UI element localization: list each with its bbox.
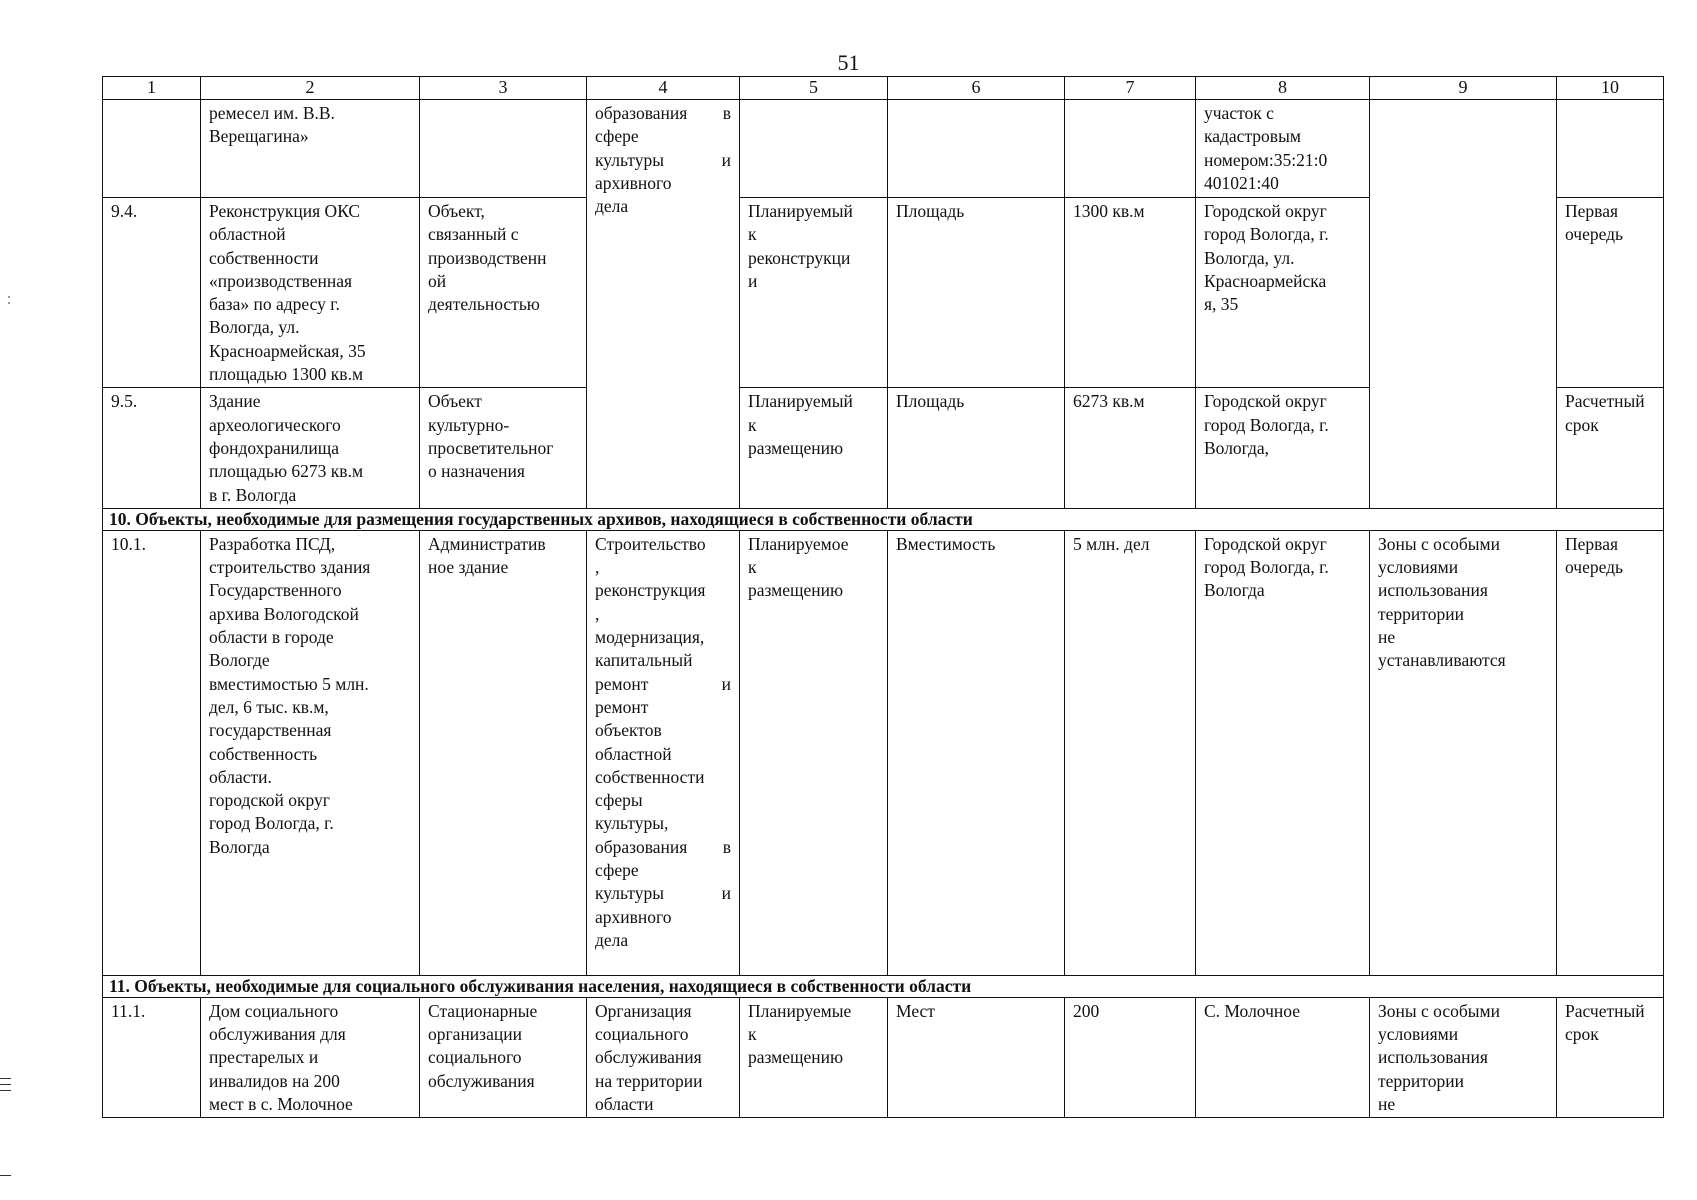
object-name-cell: Здание археологического фондохранилища площадью 6273 кв.м в г. Вологда	[201, 388, 420, 508]
zones-cell: Зоны с особыми условиями использования территории не устанавливаются	[1370, 530, 1557, 975]
column-number: 1	[103, 77, 201, 100]
margin-mark	[0, 1175, 11, 1176]
purpose-line: модернизация,	[595, 627, 705, 648]
purpose-line: капитальный	[595, 650, 693, 671]
location-cell: участок с кадастровым номером:35:21:0 401021:40	[1196, 100, 1370, 198]
location-cell: Городской округ город Вологда, г. Вологда, ул. Красноармейска я, 35	[1196, 198, 1370, 388]
purpose-line: ,	[595, 603, 600, 624]
value-cell: 5 млн. дел	[1065, 530, 1196, 975]
table-row-continuation	[103, 100, 1664, 198]
object-type-cell	[420, 100, 587, 198]
row-number-cell: 11.1.	[103, 997, 201, 1117]
value-cell	[1065, 100, 1196, 198]
object-name-cell: Дом социального обслуживания для престарелых и инвалидов на 200 мест в с. Молочное	[201, 997, 420, 1117]
status-cell: Планируемый к размещению	[740, 388, 888, 508]
table-row-11-1	[103, 997, 1664, 1117]
column-number: 7	[1065, 77, 1196, 100]
column-number: 10	[1557, 77, 1664, 100]
purpose-line: собственности	[595, 766, 705, 787]
object-name-cell: ремесел им. В.В. Верещагина»	[201, 100, 420, 198]
purpose-line: культуры и	[595, 883, 731, 904]
purpose-line: реконструкция	[595, 580, 706, 601]
stage-cell: Первая очередь	[1557, 530, 1664, 975]
object-type-cell: Объект, связанный с производственн ой деятельностью	[420, 198, 587, 388]
purpose-line: объектов	[595, 720, 662, 741]
page-number: 51	[837, 50, 860, 75]
purpose-line: дела	[595, 929, 629, 950]
purpose-line: ремонт и	[595, 673, 731, 694]
zones-cell: Зоны с особыми условиями использования территории не	[1370, 997, 1557, 1117]
row-number-cell: 10.1.	[103, 530, 201, 975]
purpose-line: сфере	[595, 126, 639, 147]
status-cell	[740, 100, 888, 198]
column-number: 2	[201, 77, 420, 100]
purpose-line: образования в	[595, 103, 731, 123]
object-purpose-cell: Организация социального обслуживания на территории области	[587, 997, 740, 1117]
margin-mark	[0, 1078, 11, 1079]
purpose-line: сферы	[595, 790, 643, 811]
object-purpose-cell	[587, 530, 740, 975]
column-number-row	[103, 77, 1664, 100]
column-number: 9	[1370, 77, 1557, 100]
characteristic-cell: Вместимость	[888, 530, 1065, 975]
object-type-cell: Административ ное здание	[420, 530, 587, 975]
characteristic-cell: Площадь	[888, 198, 1065, 388]
status-cell: Планируемые к размещению	[740, 997, 888, 1117]
row-number-cell: 9.4.	[103, 198, 201, 388]
value-cell: 200	[1065, 997, 1196, 1117]
location-cell: Городской округ город Вологда, г. Вологда	[1196, 530, 1370, 975]
location-cell: Городской округ город Вологда, г. Вологда,	[1196, 388, 1370, 508]
margin-mark	[0, 1090, 11, 1091]
scan-speck	[8, 302, 10, 304]
object-type-cell: Объект культурно- просветительног о назначения	[420, 388, 587, 508]
object-purpose-cell	[587, 100, 740, 509]
purpose-line: образования в	[595, 836, 731, 857]
purpose-line: ,	[595, 557, 600, 578]
section-heading-row	[103, 975, 1664, 997]
purpose-line: Строительство	[595, 533, 706, 554]
value-cell: 6273 кв.м	[1065, 388, 1196, 508]
row-number-cell	[103, 100, 201, 198]
status-cell: Планируемый к реконструкци и	[740, 198, 888, 388]
location-cell: С. Молочное	[1196, 997, 1370, 1117]
purpose-line: сфере	[595, 860, 639, 881]
object-type-cell: Стационарные организации социального обслуживания	[420, 997, 587, 1117]
purpose-line: культуры и	[595, 149, 731, 170]
column-number: 5	[740, 77, 888, 100]
value-cell: 1300 кв.м	[1065, 198, 1196, 388]
objects-table	[102, 76, 1664, 1118]
status-cell: Планируемое к размещению	[740, 530, 888, 975]
column-number: 6	[888, 77, 1065, 100]
object-name-cell: Реконструкция ОКС областной собственности «производственная база» по адресу г. Вологда, ул. Красноармейская, 35 площадью 1300 кв.м	[201, 198, 420, 388]
characteristic-cell: Площадь	[888, 388, 1065, 508]
stage-cell: Расчетный срок	[1557, 997, 1664, 1117]
column-number: 4	[587, 77, 740, 100]
characteristic-cell	[888, 100, 1065, 198]
column-number: 3	[420, 77, 587, 100]
row-number-cell: 9.5.	[103, 388, 201, 508]
stage-cell: Первая очередь	[1557, 198, 1664, 388]
object-name-cell: Разработка ПСД, строительство здания Государственного архива Вологодской области в городе Вологде вместимостью 5 млн. дел, 6 тыс. кв.м, государственная собственность области. городской округ город Вологда, г. Вологда	[201, 530, 420, 975]
zones-cell	[1370, 100, 1557, 509]
section-heading: 11. Объекты, необходимые для социального обслуживания населения, находящиеся в собственности области	[103, 975, 1664, 997]
characteristic-cell: Мест	[888, 997, 1065, 1117]
scan-speck	[8, 296, 10, 298]
purpose-line: архивного	[595, 172, 672, 193]
purpose-line: культуры,	[595, 813, 669, 834]
purpose-line: областной	[595, 743, 672, 764]
stage-cell: Расчетный срок	[1557, 388, 1664, 508]
table-row-10-1	[103, 530, 1664, 975]
margin-mark	[0, 1084, 11, 1085]
purpose-line: архивного	[595, 906, 672, 927]
column-number: 8	[1196, 77, 1370, 100]
stage-cell	[1557, 100, 1664, 198]
purpose-line: дела	[595, 196, 629, 217]
section-heading-row	[103, 508, 1664, 530]
section-heading: 10. Объекты, необходимые для размещения государственных архивов, находящиеся в собственности области	[103, 508, 1664, 530]
purpose-line: ремонт	[595, 696, 649, 717]
